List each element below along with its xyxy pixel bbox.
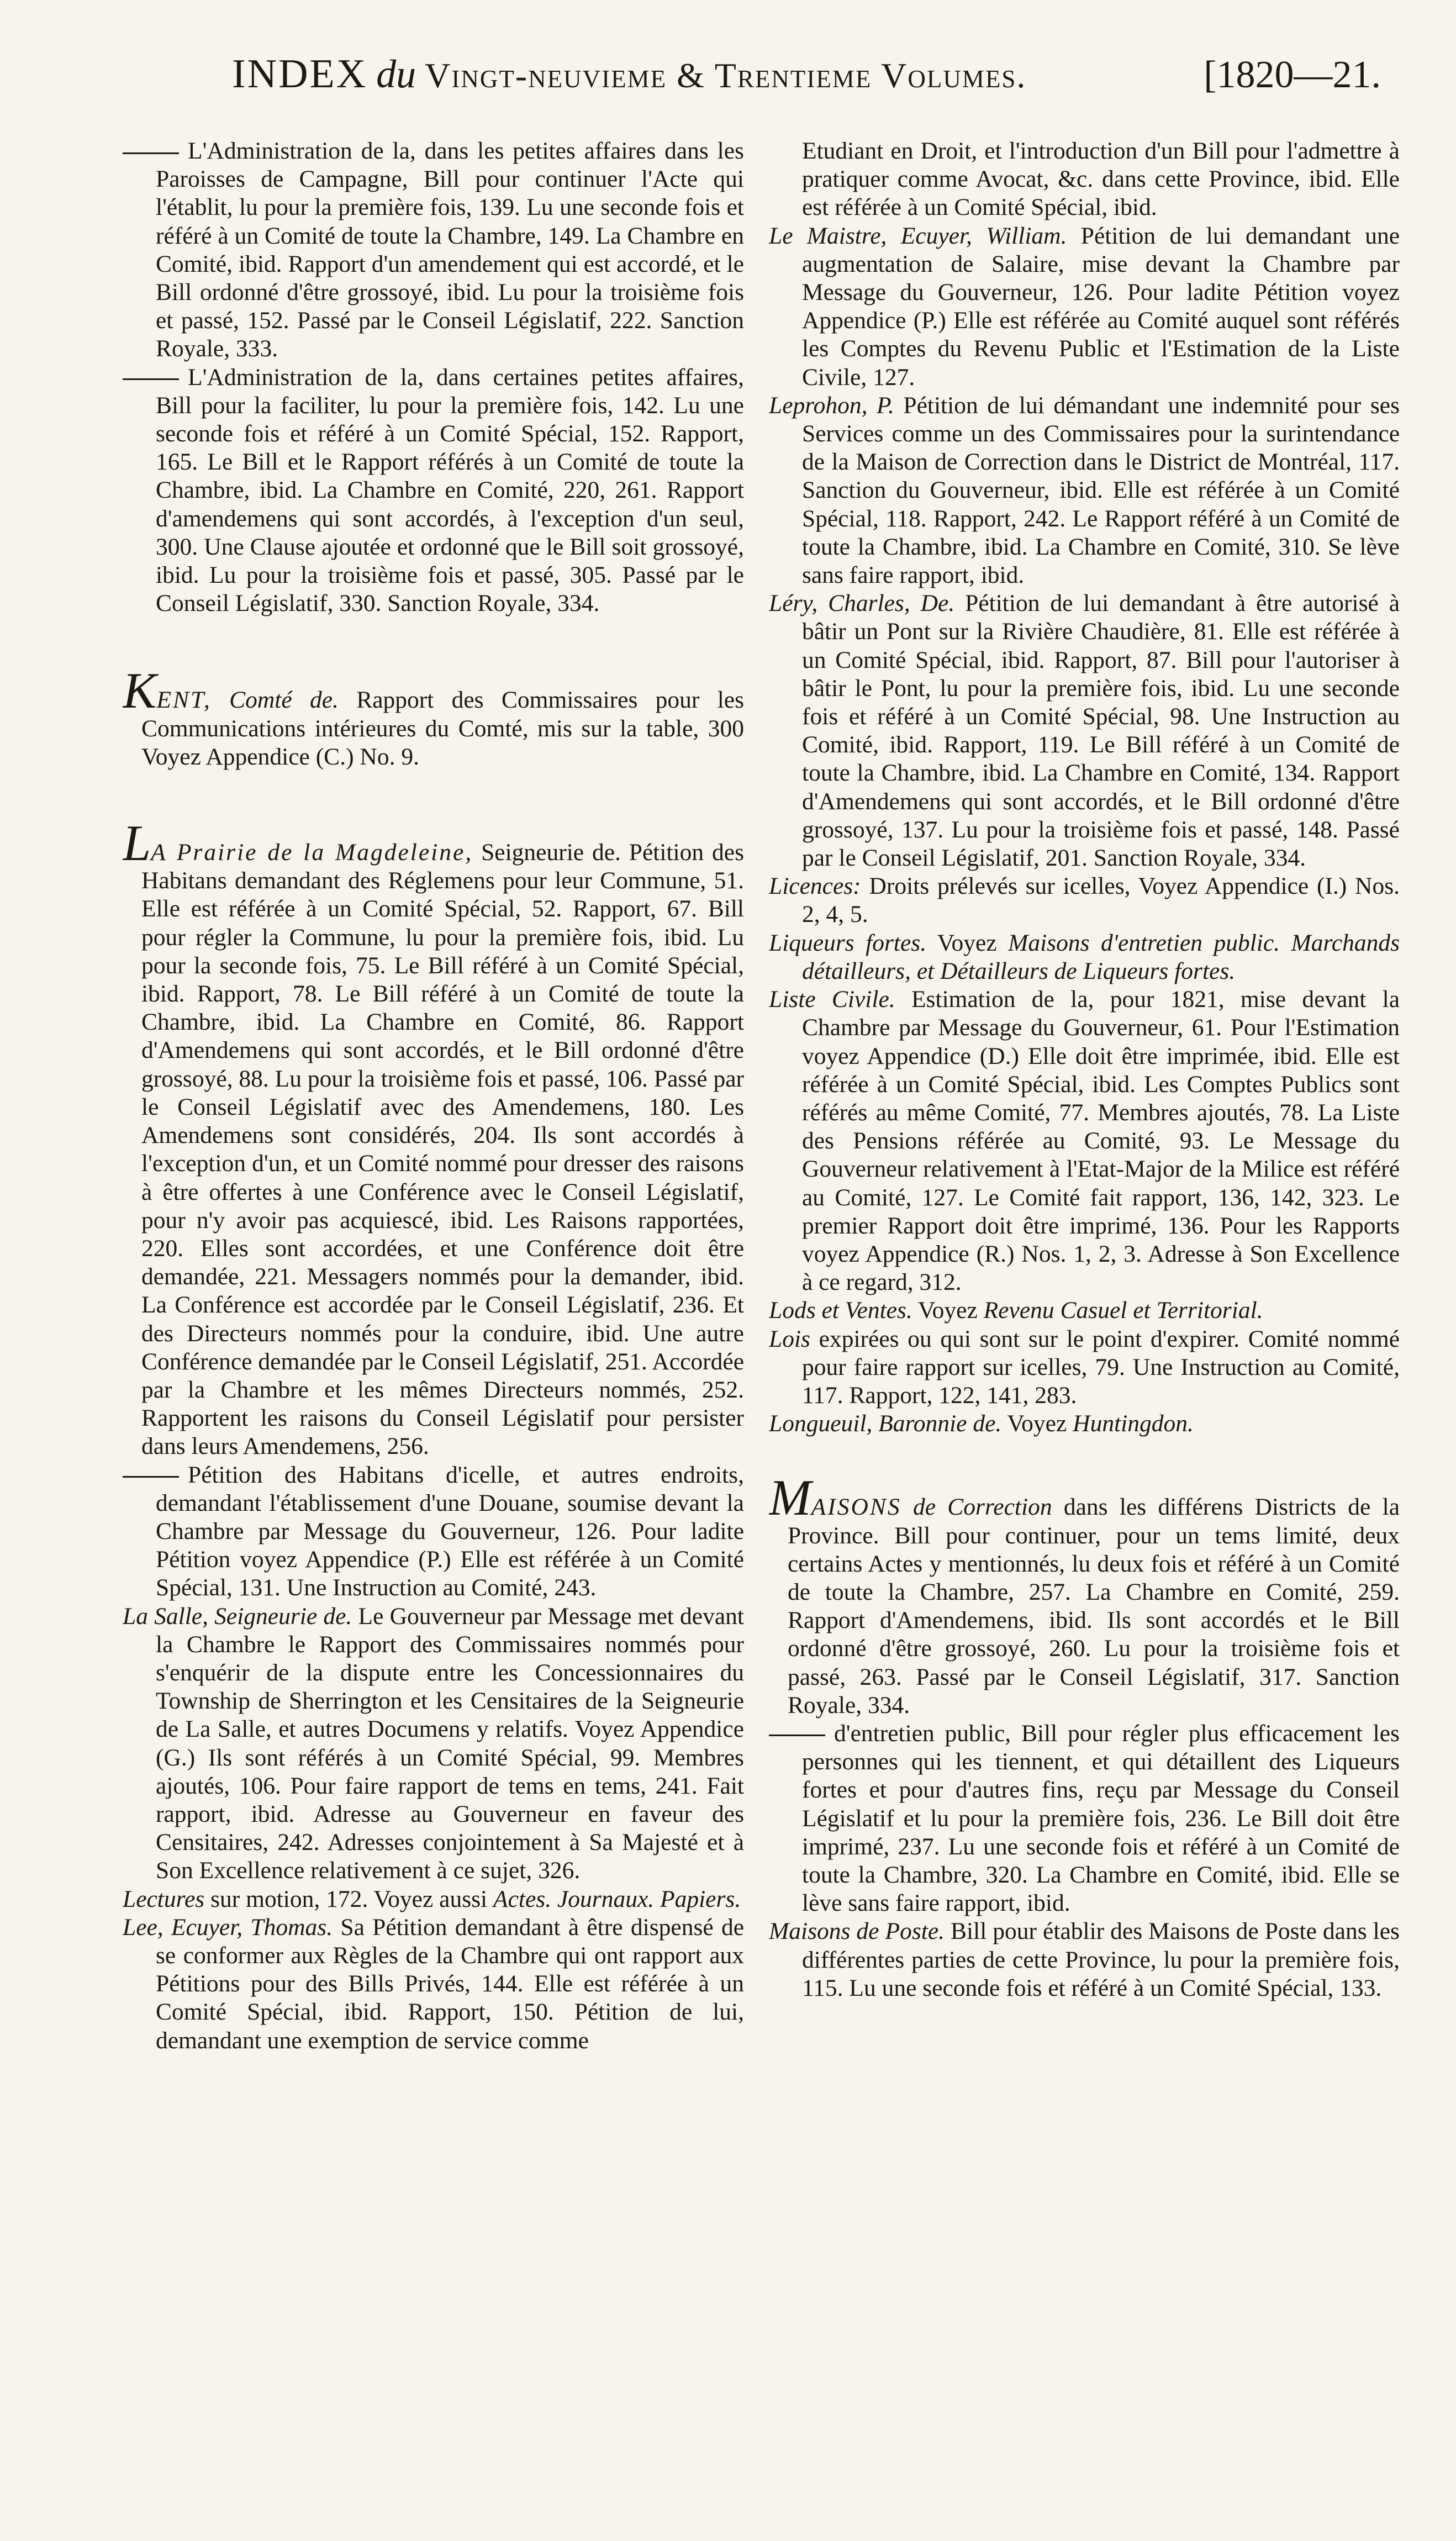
entry-la-prairie: LA Prairie de la Magdeleine, Seigneurie de. Pétition des Habitans demandant des Réglemens pour leur Commune, 51. Elle est référée à un Comité Spécial, 52. Rapport, 67. Bill pour régler la Commune, lu pour la première fois, ibid. Lu pour la seconde fois, 75. Le Bill référé à un Comité Spécial, ibid. Rapport, 78. Le Bill référé à un Comité de toute la Chambre, ibid. La Chambre en Comité, 86. Rapport d'Amendemens qui sont accordés, et le Bill ordonné d'être grossoyé, 88. Lu pour la troisième fois et passé, 106. Passé par le Conseil Législatif avec des Amendemens, 180. Les Amendemens sont considérés, 204. Ils sont accordés à l'exception d'un, et un Comité nommé pour dresser des raisons à être offertes à une Conférence avec le Conseil Législatif, pour n'y avoir pas acquiescé, ibid. Les Raisons rapportées, 220. Elles sont accordées, et une Conférence doit être demandée, 221. Messagers nommés pour la demander, ibid. La Conférence est accordée par le Conseil Législatif, 236. Et des Directeurs nommés pour la conduire, ibid. Une autre Conférence demandée par le Conseil Législatif, 251. Accordée par la Chambre et les mêmes Directeurs nommés, 252. Rapportent les raisons du Conseil Législatif pour persister dans leurs Amendemens, 256. [123,815,744,1460]
entry-longueuil: Longueuil, Baronnie de. Voyez Huntingdon. [769,1410,1194,1437]
entry-maisons-poste: Maisons de Poste. Bill pour établir des Maisons de Poste dans les différentes parties de cette Province, lu pour la première fois, 115. Lu une seconde fois et référé à un Comité Spécial, 133. [769,1918,1400,2001]
em-dash-rule [123,152,179,154]
entry-petition-habitans: Pétition des Habitans d'icelle, et autres endroits, demandant l'établissement d'une Douane, soumise devant la Chambre par Message du Gouverneur, 126. Pour ladite Pétition voyez Appendice (P.) Elle est référée à un Comité Spécial, 131. Une Instruction au Comité, 243. [123,1461,744,1602]
header-years: [1820—21. [1204,54,1381,96]
entry-lois: Lois expirées ou qui sont sur le point d'expirer. Comité nommé pour faire rapport sur icelles, 79. Une Instruction au Comité, 117. Rapport, 122, 141, 283. [769,1325,1400,1409]
entry-lectures: Lectures sur motion, 172. Voyez aussi Actes. Journaux. Papiers. [123,1885,741,1912]
running-header [232,51,1381,117]
entry-lee: Lee, Ecuyer, Thomas. Sa Pétition demandant à être dispensé de se conformer aux Règles de la Chambre qui ont rapport aux Pétitions pour des Bills Privés, 144. Elle est référée à un Comité Spécial, ibid. Rapport, 150. Pétition de lui, demandant une exemption de service comme [123,1913,744,2054]
entry-administration-1: L'Administration de la, dans les petites affaires dans les Paroisses de Campagne, Bill pour continuer l'Acte qui l'établit, lu pour la première fois, 139. Lu une seconde fois et référé à un Comité de toute la Chambre, 149. La Chambre en Comité, ibid. Rapport d'un amendement qui est accordé, et le Bill ordonné d'être grossoyé, ibid. Lu pour la troisième fois et passé, 152. Passé par le Conseil Législatif, 222. Sanction Royale, 333. [123,137,744,363]
entry-maisons-entretien: d'entretien public, Bill pour régler plus efficacement les personnes qui les tiennent, et qui détaillent des Liqueurs fortes et pour d'autres fins, reçu par Message du Conseil Législatif et lu pour la première fois, 236. Le Bill doit être imprimé, 237. Lu une seconde fois et référé à un Comité de toute la Chambre, 320. La Chambre en Comité, ibid. Elle se lève sans faire rapport, ibid. [769,1720,1400,1917]
em-dash-rule [123,1476,179,1478]
entry-le-maistre: Le Maistre, Ecuyer, William. Pétition de lui demandant une augmentation de Salaire, mise devant la Chambre par Message du Gouverneur, 126. Pour ladite Pétition voyez Appendice (P.) Elle est référée au Comité auquel sont référés les Comptes du Revenu Public et l'Estimation de la Liste Civile, 127. [769,222,1400,391]
entry-liqueurs: Liqueurs fortes. Voyez Maisons d'entretien public. Marchands détailleurs, et Détailleurs de Liqueurs fortes. [769,929,1400,984]
entry-maisons-correction: MAISONS de Correction dans les différens Districts de la Province. Bill pour continuer, pour un tems limité, deux certains Actes y mentionnés, lu deux fois et référé à un Comité de toute la Chambre, 257. La Chambre en Comité, 259. Rapport d'Amendemens, ibid. Ils sont accordés et le Bill ordonné d'être grossoyé, 260. Lu pour la troisième fois et passé, 263. Passé par le Conseil Législatif, 317. Sanction Royale, 334. [769,1469,1400,1718]
entry-leprohon: Leprohon, P. Pétition de lui démandant une indemnité pour ses Services comme un des Commissaires pour la surintendance de la Maison de Correction dans le District de Montréal, 117. Sanction du Gouverneur, ibid. Elle est référée à un Comité Spécial, 118. Rapport, 242. Le Rapport référé à un Comité de toute la Chambre, ibid. La Chambre en Comité, 310. Se lève sans faire rapport, ibid. [769,392,1400,589]
header-index: INDEX [232,51,368,97]
em-dash-rule [769,1735,825,1736]
right-column [769,137,1400,2512]
entry-licences: Licences: Droits prélevés sur icelles, Voyez Appendice (I.) Nos. 2, 4, 5. [769,873,1400,928]
entry-la-salle: La Salle, Seigneurie de. Le Gouverneur par Message met devant la Chambre le Rapport des Commissaires nommés pour s'enquérir de la dispute entre les Concessionnaires du Township de Sherrington et les Censitaires de la Seigneurie de La Salle, et autres Documens y relatifs. Voyez Appendice (G.) Ils sont référés à un Comité Spécial, 99. Membres ajoutés, 106. Pour faire rapport de tems en tems, 241. Fait rapport, ibid. Adresse au Gouverneur en faveur des Censitaires, 242. Adresses conjointement à Sa Majesté et à Son Excellence relativement à ce sujet, 326. [123,1602,744,1884]
entry-kent: KENT, Comté de. Rapport des Commissaires pour les Communications intérieures du Comté, mis sur la table, 300 Voyez Appendice (C.) No. 9. [123,662,744,770]
entry-administration-2: L'Administration de la, dans certaines petites affaires, Bill pour la faciliter, lu pour la première fois, 142. Lu une seconde fois et référé à un Comité Spécial, 152. Rapport, 165. Le Bill et le Rapport référés à un Comité de toute la Chambre, ibid. La Chambre en Comité, 220, 261. Rapport d'amendemens qui sont accordés, à l'exception d'un seul, 300. Une Clause ajoutée et ordonné que le Bill soit grossoyé, ibid. Lu pour la troisième fois et passé, 305. Passé par le Conseil Législatif, 330. Sanction Royale, 334. [123,363,744,618]
entry-lee-continued: Etudiant en Droit, et l'introduction d'un Bill pour l'admettre à pratiquer comme Avocat, &c. dans cette Province, ibid. Elle est référée à un Comité Spécial, ibid. [802,138,1400,221]
header-volumes: Vingt-neuvieme & Trentieme Volumes. [425,56,1027,95]
entry-liste-civile: Liste Civile. Estimation de la, pour 1821, mise devant la Chambre par Message du Gouverneur, 61. Pour l'Estimation voyez Appendice (D.) Elle doit être imprimée, ibid. Elle est référée à un Comité Spécial, ibid. Les Comptes Publics sont référés au même Comité, 77. Membres ajoutés, 78. La Liste des Pensions référée au Comité, 93. Le Message du Gouverneur relativement à l'Etat-Major de la Milice est référé au Comité, 127. Le Comité fait rapport, 136, 142, 323. Le premier Rapport doit être imprimé, 136. Pour les Rapports voyez Appendice (R.) Nos. 1, 2, 3. Adresse à Son Excellence à ce regard, 312. [769,986,1400,1296]
left-column [123,137,744,2512]
header-du: du [376,52,416,96]
entry-lods: Lods et Ventes. Voyez Revenu Casuel et Territorial. [769,1297,1263,1324]
em-dash-rule [123,378,179,380]
entry-lery: Léry, Charles, De. Pétition de lui demandant à être autorisé à bâtir un Pont sur la Rivière Chaudière, 81. Elle est référée à un Comité Spécial, ibid. Rapport, 87. Bill pour l'autoriser à bâtir le Pont, lu pour la première fois, ibid. Lu une seconde fois et référé à un Comité Spécial, 98. Une Instruction au Comité, ibid. Rapport, 119. Le Bill référé à un Comité de toute la Chambre, ibid. La Chambre en Comité, 134. Rapport d'Amendemens qui sont accordés, et le Bill ordonné d'être grossoyé, 137. Lu pour la troisième fois et passé, 148. Passé par le Conseil Législatif, 201. Sanction Royale, 334. [769,590,1400,872]
